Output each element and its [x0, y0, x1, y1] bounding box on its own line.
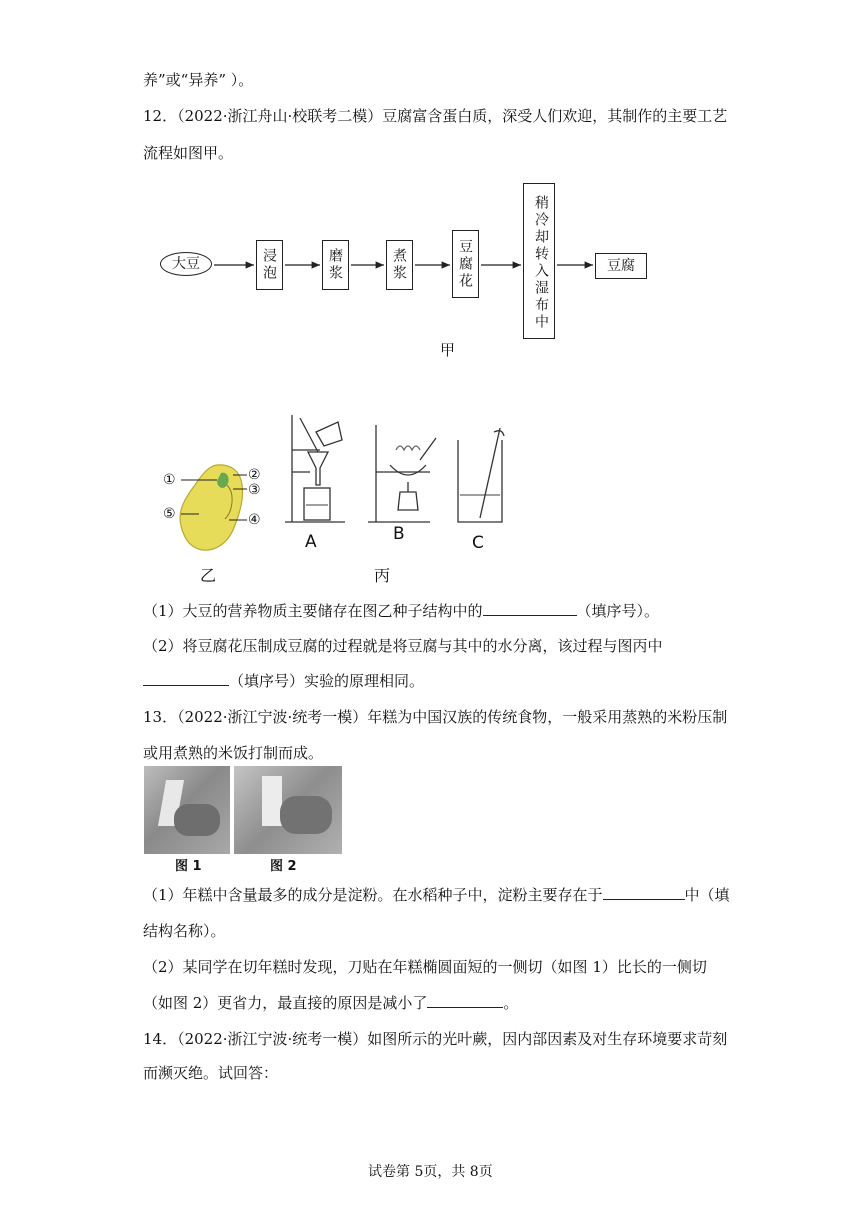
- q13-sub1: [143, 885, 730, 905]
- flow-end-tofu: 豆腐: [595, 253, 647, 279]
- q12-sub1-suffix: （填序号）。: [576, 602, 660, 620]
- q13-sub2-text: （如图 2）更省力，最直接的原因是减小了: [143, 994, 428, 1012]
- q12-stem-line1: 12．（2022·浙江舟山·校联考二模）豆腐富含蛋白质，深受人们欢迎，其制作的主要工艺: [143, 107, 728, 125]
- q12-sub1-text: （1）大豆的营养物质主要储存在图乙种子结构中的: [143, 602, 483, 620]
- page-footer: 试卷第 5页，共 8页: [368, 1164, 493, 1180]
- photo-fig1: [144, 766, 230, 854]
- flow-step-grind: 磨浆: [322, 240, 349, 290]
- seed-label-4: ④: [248, 512, 261, 528]
- apparatus-diagram: [280, 410, 520, 530]
- q12-sub2-suffix: （填序号）实验的原理相同。: [229, 672, 425, 690]
- q13-sub2-suffix: 。: [503, 994, 519, 1012]
- q13-sub1-suffix: 中（填: [684, 886, 730, 904]
- flow-step-cool-cloth: 稍冷却转入湿布中: [523, 183, 555, 339]
- flow-step-soak: 浸泡: [256, 240, 283, 290]
- q13-sub1-blank[interactable]: [603, 885, 685, 900]
- apparatus-a-filtration: [285, 415, 345, 522]
- flow-step-tofu-pudding: 豆腐花: [452, 230, 479, 298]
- apparatus-label-a: A: [305, 532, 317, 552]
- fig2-caption: 图 2: [270, 859, 297, 874]
- q13-sub2-blank[interactable]: [427, 993, 503, 1008]
- seed-label-2: ②: [248, 467, 261, 483]
- q14-stem-line2: 而濒灭绝。试回答：: [143, 1064, 279, 1082]
- caption-bing: 丙: [374, 566, 391, 585]
- seed-label-5: ⑤: [163, 506, 176, 522]
- seed-label-3: ③: [248, 482, 261, 498]
- caption-jia: 甲: [440, 341, 456, 359]
- q13-sub1-text: （1）年糕中含量最多的成分是淀粉。在水稻种子中，淀粉主要存在于: [143, 886, 603, 904]
- q12-sub2-line2: [143, 671, 424, 691]
- apparatus-label-b: B: [393, 524, 405, 544]
- q13-stem-line2: 或用煮熟的米饭打制而成。: [143, 744, 324, 762]
- caption-yi: 乙: [200, 566, 217, 585]
- flow-arrows: [0, 0, 860, 400]
- q12-sub1-blank[interactable]: [483, 601, 577, 616]
- q12-sub2-blank[interactable]: [143, 671, 229, 686]
- q12-sub2-line1: （2）将豆腐花压制成豆腐的过程就是将豆腐与其中的水分离，该过程与图丙中: [143, 637, 663, 655]
- flow-step-boil: 煮浆: [386, 240, 413, 290]
- fig1-caption: 图 1: [175, 859, 202, 874]
- q13-sub1-line2: 结构名称）。: [143, 922, 226, 940]
- q13-sub2-line2: [143, 993, 518, 1013]
- q13-stem-line1: 13．（2022·浙江宁波·统考一模）年糕为中国汉族的传统食物，一般采用蒸熟的米粉压制: [143, 708, 728, 726]
- apparatus-label-c: C: [472, 533, 484, 553]
- prev-question-tail: 养”或“异养” ）。: [143, 71, 254, 89]
- flow-start-soybean: 大豆: [160, 252, 212, 276]
- photo-fig2: [234, 766, 342, 854]
- seed-label-1: ①: [163, 472, 176, 488]
- q14-stem-line1: 14．（2022·浙江宁波·统考一模）如图所示的光叶蕨，因内部因素及对生存环境要求苛刻: [143, 1030, 728, 1048]
- apparatus-b-evaporation: [368, 425, 436, 522]
- q12-stem-line2: 流程如图甲。: [143, 144, 234, 162]
- apparatus-c-dissolving: [458, 428, 504, 522]
- q12-sub1: [143, 601, 659, 621]
- q13-sub2-line1: （2）某同学在切年糕时发现，刀贴在年糕椭圆面短的一侧切（如图 1）比长的一侧切: [143, 958, 707, 976]
